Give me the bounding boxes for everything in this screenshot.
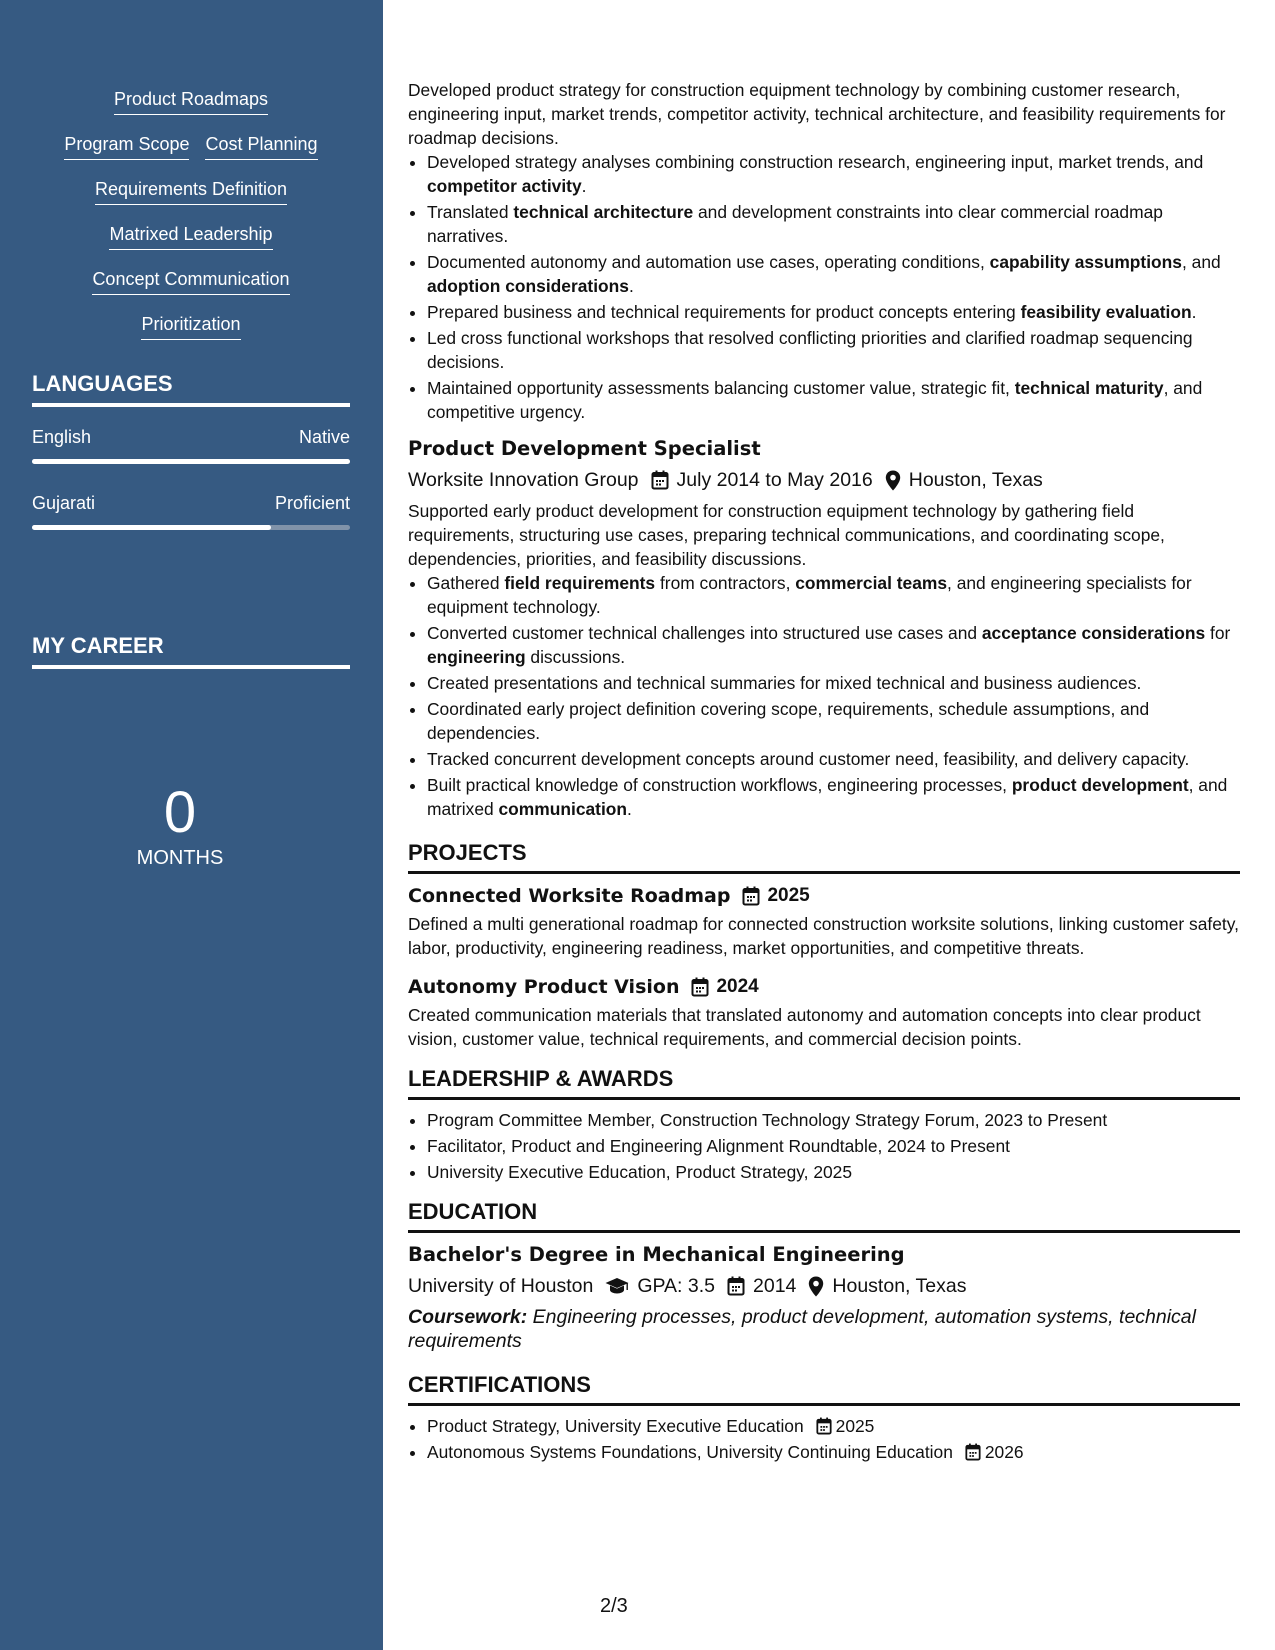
career-value: 0: [163, 780, 197, 845]
bullet-keyword: adoption considerations: [427, 276, 629, 296]
bullet-text: Documented autonomy and automation use cases, operating conditions,: [427, 252, 990, 272]
calendar-icon: [816, 1417, 832, 1435]
language-level: Proficient: [274, 493, 350, 513]
bullet-text: , and competitive urgency.: [427, 378, 1203, 422]
job-bullets: [408, 150, 1240, 424]
bullet-keyword: acceptance considerations: [981, 623, 1206, 643]
bullet-keyword: feasibility evaluation: [1020, 302, 1192, 322]
job-summary: Developed product strategy for construction equipment technology by combining customer research, engineering input, market trends, competitor activity, technical architecture, and feasibility requirements for roadmap decisions.: [408, 80, 1226, 148]
calendar-icon: [742, 886, 760, 906]
leadership-list: [408, 1108, 1240, 1184]
bullet-item: [427, 571, 1240, 619]
skill-tag: Requirements Definition: [95, 178, 287, 205]
bullet-text: for: [1205, 623, 1231, 643]
bullet-item: [427, 773, 1240, 821]
skill-row: [32, 268, 350, 313]
skill-row: [32, 313, 350, 358]
career-heading: MY CAREER: [32, 632, 350, 669]
job-summary: Supported early product development for construction equipment technology by gathering field requirements, structuring use cases, preparing technical communications, and coordinating scope, dependencies, priorities, and feasibility discussions.: [408, 501, 1165, 569]
education-heading: EDUCATION: [408, 1198, 1240, 1233]
main-content: [408, 78, 1240, 1466]
job-location: Houston, Texas: [908, 469, 1043, 491]
bullet-text: and development constraints into clear commercial roadmap narratives.: [427, 202, 1163, 246]
bullet-keyword: technical maturity: [1014, 378, 1164, 398]
job-title: Product Development Specialist: [408, 437, 761, 460]
skill-tag: Product Roadmaps: [114, 88, 268, 115]
bullet-item: [427, 326, 1240, 374]
coursework-label: Coursework:: [408, 1306, 528, 1328]
bullet-keyword: product development: [1011, 775, 1189, 795]
certification-year: 2025: [835, 1416, 875, 1436]
bullet-text: Gathered: [427, 573, 505, 593]
certification-name: • Product Strategy, University Executive Education: [427, 1416, 804, 1436]
career-unit: MONTHS: [136, 847, 224, 869]
language-level: Native: [298, 427, 350, 447]
bullet-keyword: communication: [498, 799, 628, 819]
sidebar: [0, 0, 383, 1650]
project-year: 2025: [767, 885, 810, 906]
bullet-text: Coordinated early project definition covering scope, requirements, schedule assumptions, and dependencies.: [427, 699, 1150, 743]
certifications-list: [408, 1414, 1240, 1464]
skill-row: [32, 178, 350, 223]
leadership-heading: LEADERSHIP & AWARDS: [408, 1065, 1240, 1100]
bullet-keyword: capability assumptions: [989, 252, 1182, 272]
project-description: Defined a multi generational roadmap for connected construction worksite solutions, linking customer safety, labor, productivity, engineering readiness, market opportunities, and competitive threats.: [408, 914, 1239, 958]
bullet-text: Developed strategy analyses combining construction research, engineering input, market trends, and: [427, 152, 1204, 172]
bullet-item: [427, 376, 1240, 424]
language-bar-fill: [32, 525, 271, 530]
bullet-keyword: commercial teams: [795, 573, 948, 593]
certification-item: [427, 1440, 1240, 1464]
bullet-text: from contractors,: [655, 573, 796, 593]
bullet-text: Tracked concurrent development concepts around customer need, feasibility, and delivery capacity.: [427, 749, 1190, 769]
map-pin-icon: [808, 1276, 824, 1297]
map-pin-icon: [885, 470, 901, 491]
skill-tag: Matrixed Leadership: [109, 223, 272, 250]
project-year: 2024: [716, 976, 759, 997]
leadership-item: • Facilitator, Product and Engineering Alignment Roundtable, 2024 to Present: [427, 1134, 1240, 1158]
leadership-item: • Program Committee Member, Construction Technology Strategy Forum, 2023 to Present: [427, 1108, 1240, 1132]
bullet-item: [427, 621, 1240, 669]
languages-heading: LANGUAGES: [32, 370, 350, 407]
language-name: English: [32, 427, 92, 447]
certifications-heading: CERTIFICATIONS: [408, 1371, 1240, 1406]
bullet-keyword: technical architecture: [513, 202, 694, 222]
certification-year: 2026: [984, 1442, 1024, 1462]
bullet-text: , and: [1181, 252, 1221, 272]
language-bar: [32, 459, 350, 464]
company-name: Worksite Innovation Group: [408, 469, 639, 491]
skill-row: [32, 223, 350, 268]
bullet-item: [427, 300, 1240, 324]
education-year: 2014: [753, 1275, 797, 1297]
language-name: Gujarati: [32, 493, 96, 513]
career-duration: [80, 782, 280, 870]
projects-heading: PROJECTS: [408, 839, 1240, 874]
calendar-icon: [651, 470, 669, 490]
bullet-text: .: [1191, 302, 1197, 322]
education-gpa: GPA: 3.5: [637, 1275, 716, 1297]
skill-row: [32, 133, 350, 178]
project-title: Connected Worksite Roadmap: [408, 885, 731, 907]
bullet-text: Built practical knowledge of construction workflows, engineering processes,: [427, 775, 1012, 795]
calendar-icon: [965, 1443, 981, 1461]
skill-tag: Cost Planning: [205, 133, 317, 160]
graduation-cap-icon: [605, 1277, 629, 1295]
bullet-keyword: competitor activity: [427, 176, 582, 196]
bullet-text: , and matrixed: [427, 775, 1228, 819]
bullet-item: [427, 150, 1240, 198]
certification-name: • Autonomous Systems Foundations, University Continuing Education: [427, 1442, 953, 1462]
skills-list: [32, 88, 350, 358]
project-description: Created communication materials that translated autonomy and automation concepts into clear product vision, customer value, technical requirements, and commercial decision points.: [408, 1005, 1201, 1049]
project-item: [408, 882, 1240, 960]
page-number: 2/3: [600, 1595, 628, 1617]
job-bullets: [408, 571, 1240, 821]
calendar-icon: [691, 977, 709, 997]
job-dates: July 2014 to May 2016: [676, 469, 873, 491]
skill-tag: Prioritization: [141, 313, 240, 340]
bullet-text: Maintained opportunity assessments balancing customer value, strategic fit,: [427, 378, 1015, 398]
education-location: Houston, Texas: [832, 1275, 967, 1297]
bullet-text: , and engineering specialists for equipment technology.: [427, 573, 1192, 617]
coursework-text: Engineering processes, product development, automation systems, technical requirements: [408, 1306, 1196, 1352]
project-title: Autonomy Product Vision: [408, 976, 680, 998]
calendar-icon: [727, 1276, 745, 1296]
bullet-text: .: [627, 799, 632, 819]
bullet-keyword: field requirements: [504, 573, 656, 593]
bullet-item: [427, 200, 1240, 248]
bullet-item: [427, 697, 1240, 745]
bullet-item: [427, 671, 1240, 695]
language-item-english: [32, 426, 350, 464]
bullet-text: Prepared business and technical requirements for product concepts entering: [427, 302, 1021, 322]
bullet-text: Converted customer technical challenges into structured use cases and: [427, 623, 982, 643]
bullet-text: Created presentations and technical summaries for mixed technical and business audiences.: [427, 673, 1142, 693]
bullet-text: Translated: [427, 202, 514, 222]
skill-tag: Concept Communication: [92, 268, 289, 295]
leadership-item: • University Executive Education, Product Strategy, 2025: [427, 1160, 1240, 1184]
degree-title: Bachelor's Degree in Mechanical Engineering: [408, 1243, 905, 1266]
bullet-keyword: engineering: [427, 647, 526, 667]
certification-item: [427, 1414, 1240, 1438]
language-bar-fill: [32, 459, 350, 464]
bullet-item: [427, 747, 1240, 771]
school-name: University of Houston: [408, 1275, 594, 1297]
language-bar: [32, 525, 350, 530]
bullet-text: discussions.: [525, 647, 626, 667]
coursework: [408, 1305, 1240, 1353]
bullet-item: [427, 250, 1240, 298]
job-meta: [408, 466, 1240, 494]
bullet-text: .: [628, 276, 634, 296]
project-item: [408, 973, 1240, 1051]
bullet-text: Led cross functional workshops that resolved conflicting priorities and clarified roadmap sequencing decisions.: [427, 328, 1193, 372]
skill-row: [32, 88, 350, 133]
education-meta: [408, 1272, 1240, 1300]
bullet-text: .: [581, 176, 587, 196]
skill-tag: Program Scope: [64, 133, 189, 160]
language-item-gujarati: [32, 492, 350, 530]
